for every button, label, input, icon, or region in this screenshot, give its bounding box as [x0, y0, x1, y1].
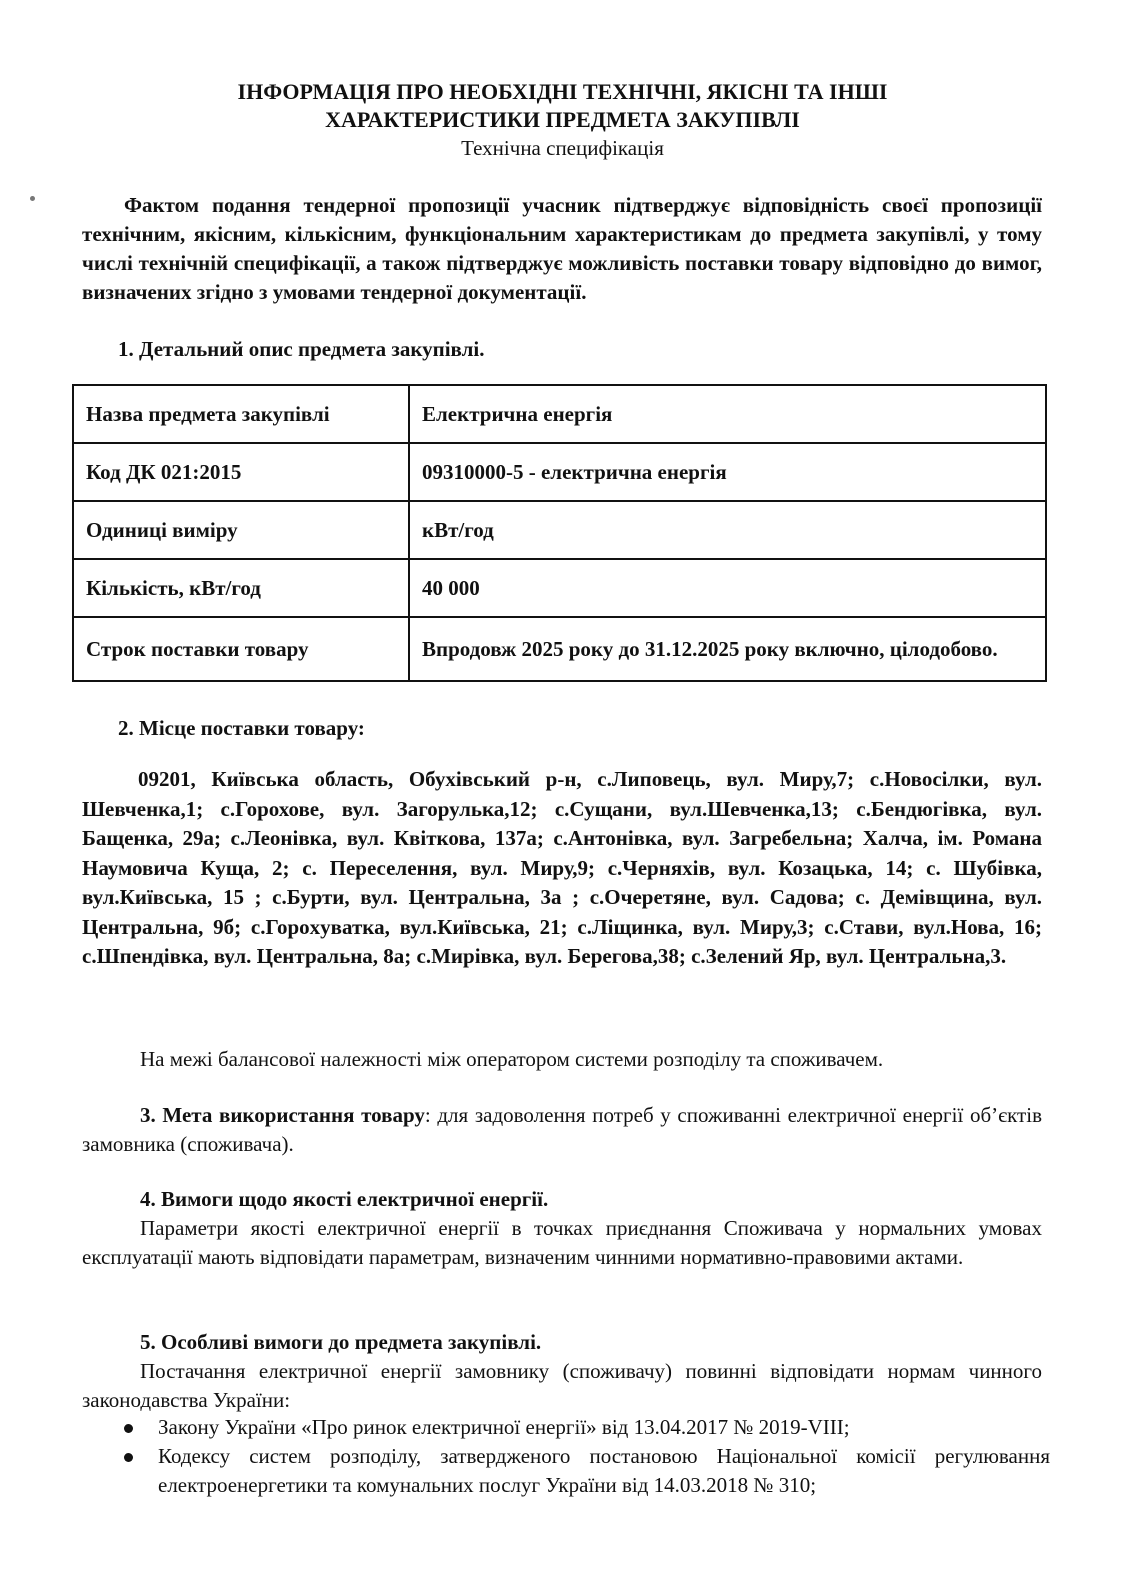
table-cell-value: 40 000 — [409, 559, 1046, 617]
section4-text: Параметри якості електричної енергії в точках приєднання Споживача у нормальних умовах експлуатації мають відповідати параметрам, визначеним чинними нормативно-правовими актами. — [82, 1216, 1042, 1269]
list-item-text: Кодексу систем розподілу, затвердженого постановою Національної комісії регулювання електроенергетики та комунальних послуг України від 14.03.2018 № 310; — [158, 1444, 1050, 1497]
section1-heading: 1. Детальний опис предмета закупівлі. — [118, 337, 485, 361]
document-title-line2: ХАРАКТЕРИСТИКИ ПРЕДМЕТА ЗАКУПІВЛІ — [325, 107, 800, 132]
bullet-icon — [124, 1424, 133, 1433]
section5-heading: 5. Особливі вимоги до предмета закупівлі. — [140, 1330, 542, 1354]
section3-paragraph — [82, 1101, 1042, 1159]
table-cell-label: Кількість, кВт/год — [73, 559, 409, 617]
scan-speck — [30, 196, 35, 201]
table-row — [73, 559, 1046, 617]
list-item — [120, 1413, 1050, 1442]
document-subtitle: Технічна специфікація — [461, 136, 664, 160]
bullet-icon — [124, 1453, 133, 1462]
spec-table — [72, 384, 1047, 682]
section3-text: : для задоволення потреб у споживанні електричної енергії об’єктів замовника (споживача). — [82, 1103, 1042, 1156]
table-cell-value: 09310000-5 - електрична енергія — [409, 443, 1046, 501]
balance-boundary-text: На межі балансової належності між оператором системи розподілу та споживачем. — [140, 1047, 884, 1071]
section2-heading: 2. Місце поставки товару: — [118, 716, 365, 740]
section3-heading: 3. Мета використання товару — [140, 1103, 425, 1127]
table-cell-value: кВт/год — [409, 501, 1046, 559]
law-list — [120, 1413, 1050, 1500]
table-cell-label: Код ДК 021:2015 — [73, 443, 409, 501]
table-row — [73, 385, 1046, 443]
section4-heading: 4. Вимоги щодо якості електричної енергії. — [140, 1187, 549, 1211]
list-item-text: Закону України «Про ринок електричної енергії» від 13.04.2017 № 2019-VIII; — [158, 1415, 850, 1439]
table-row — [73, 617, 1046, 681]
table-row — [73, 501, 1046, 559]
table-cell-label: Одиниці виміру — [73, 501, 409, 559]
list-item — [120, 1442, 1050, 1500]
document-title-line1: ІНФОРМАЦІЯ ПРО НЕОБХІДНІ ТЕХНІЧНІ, ЯКІСНІ ТА ІНШІ — [237, 79, 888, 104]
delivery-addresses: 09201, Київська область, Обухівський р-н, с.Липовець, вул. Миру,7; с.Новосілки, вул. Шевченка,1; с.Горохове, вул. Загорулька,12; с.Сущани, вул.Шевченка,13; с.Бендюгівка, вул. Бащенка, 29а; с.Леонівка, вул. Квіткова, 137а; с.Антонівка, вул. Загребельна; Халча, ім. Романа Наумовича Куща, 2; с. Переселення, вул. Миру,9; с.Черняхів, вул. Козацька, 14; с. Шубівка, вул.Київська, 15 ; с.Бурти, вул. Центральна, 3а ; с.Очеретяне, вул. Садова; с. Демівщина, вул. Центральна, 9б; с.Гороxуватка, вул.Київська, 21; с.Ліщинка, вул. Миру,3; с.Стави, вул.Нова, 16; с.Шпендівка, вул. Центральна, 8а; с.Мирівка, вул. Берегова,38; с.Зелений Яр, вул. Центральна,3. — [82, 767, 1042, 968]
table-cell-value: Електрична енергія — [409, 385, 1046, 443]
table-row — [73, 443, 1046, 501]
table-cell-label: Назва предмета закупівлі — [73, 385, 409, 443]
table-cell-label: Строк поставки товару — [73, 617, 409, 681]
intro-paragraph: Фактом подання тендерної пропозиції учасник підтверджує відповідність своєї пропозиції технічним, якісним, кількісним, функціональним характеристикам до предмета закупівлі, у тому числі технічній специфікації, а також підтверджує можливість поставки товару відповідно до вимог, визначених згідно з умовами тендерної документації. — [82, 193, 1042, 304]
table-cell-value: Впродовж 2025 року до 31.12.2025 року включно, цілодобово. — [409, 617, 1046, 681]
section5-text: Постачання електричної енергії замовнику (споживачу) повинні відповідати нормам чинного законодавства України: — [82, 1359, 1042, 1412]
